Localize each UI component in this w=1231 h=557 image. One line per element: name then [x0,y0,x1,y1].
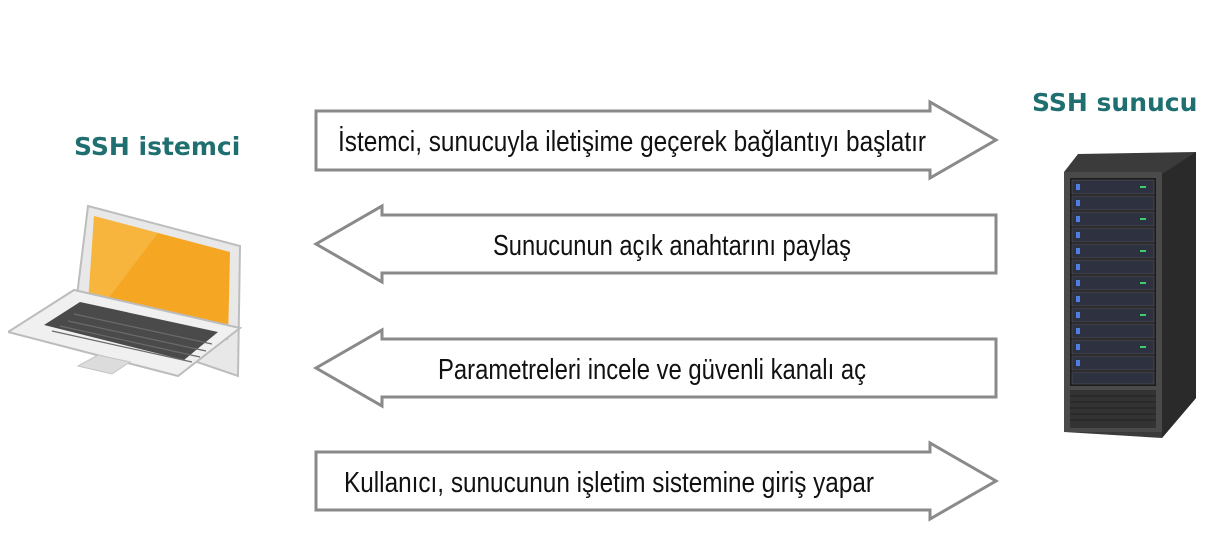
server-title: SSH sunucu [1032,88,1198,117]
client-title: SSH istemci [74,132,241,161]
step-4-text: Kullanıcı, sunucunun işletim sistemine giriş yapar [344,467,875,499]
step-2-text: Sunucunun açık anahtarını paylaş [493,230,851,262]
step-1-text: İstemci, sunucuyla iletişime geçerek bağlantıyı başlatır [338,126,1038,158]
step-3-text: Parametreleri incele ve güvenli kanalı aç [438,354,866,386]
